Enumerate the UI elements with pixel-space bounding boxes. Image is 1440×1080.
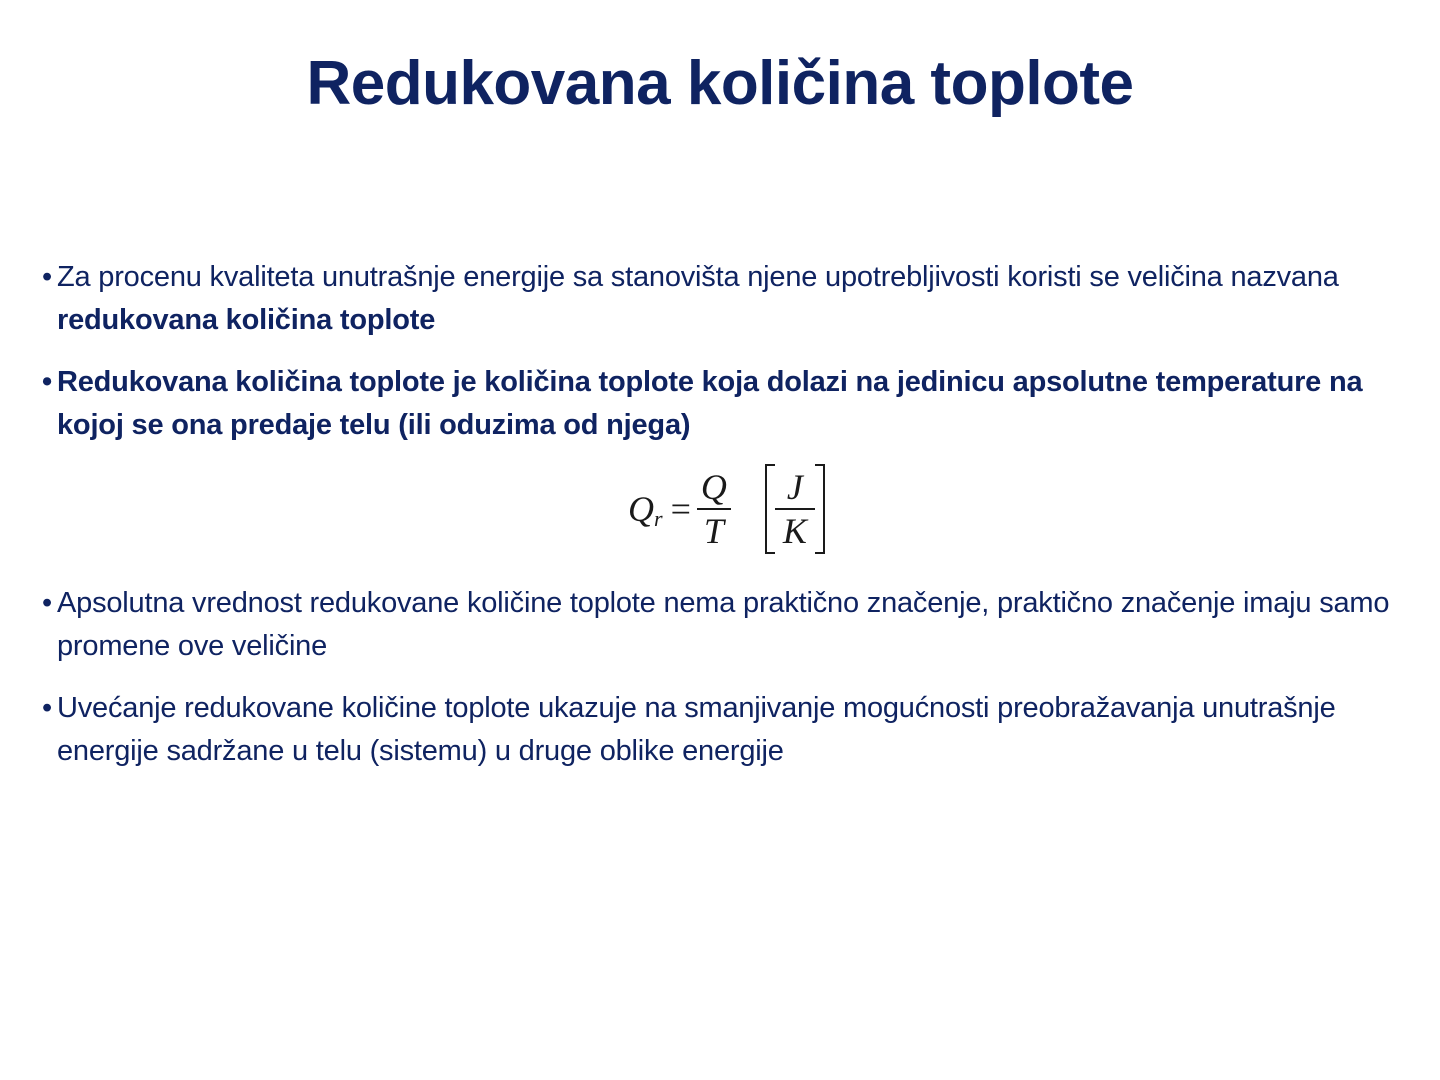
bullet-item-definition xyxy=(42,361,1412,447)
slide-title: Redukovana količina toplote xyxy=(306,49,1134,118)
bullet-item-increase xyxy=(42,687,1412,773)
bullet-text: Redukovana količina toplote je količina toplote koja dolazi na jedinicu apsolutne temperature na kojoj se ona predaje telu (ili oduzima od njega) xyxy=(57,366,1363,441)
formula-lhs-sub: r xyxy=(654,506,663,531)
formula-equals: = xyxy=(670,489,691,529)
bullet-icon: • xyxy=(42,261,52,293)
formula-denominator: T xyxy=(703,511,724,551)
unit-fraction xyxy=(775,466,815,552)
unit-numerator: J xyxy=(775,466,815,510)
formula-lhs-var: Q xyxy=(628,489,654,529)
bullet-text: Apsolutna vrednost redukovane količine toplote nema praktično značenje, praktično značenje imaju samo promene ove veličine xyxy=(57,587,1390,662)
bullet-item-definition-intro xyxy=(42,256,1412,342)
reduced-heat-formula xyxy=(628,461,825,557)
bullet-icon: • xyxy=(42,692,52,724)
unit-denominator: K xyxy=(782,511,807,551)
bullet-list xyxy=(42,256,1412,773)
bullet-text: Uvećanje redukovane količine toplote ukazuje na smanjivanje mogućnosti preobražavanja unutrašnje energije sadržane u telu (sistemu) u druge oblike energije xyxy=(57,692,1336,767)
bullet-item-absolute-value xyxy=(42,582,1412,668)
formula-fraction xyxy=(697,466,731,552)
bullet-icon: • xyxy=(42,366,52,398)
bullet-icon: • xyxy=(42,587,52,619)
bullet-text: Za procenu kvaliteta unutrašnje energije sa stanovišta njene upotrebljivosti koristi se veličina nazvana xyxy=(57,261,1339,293)
formula-numerator: Q xyxy=(697,466,731,510)
formula-unit xyxy=(765,464,825,554)
formula-row xyxy=(42,447,1412,582)
bullet-bold-term: redukovana količina toplote xyxy=(57,304,436,336)
